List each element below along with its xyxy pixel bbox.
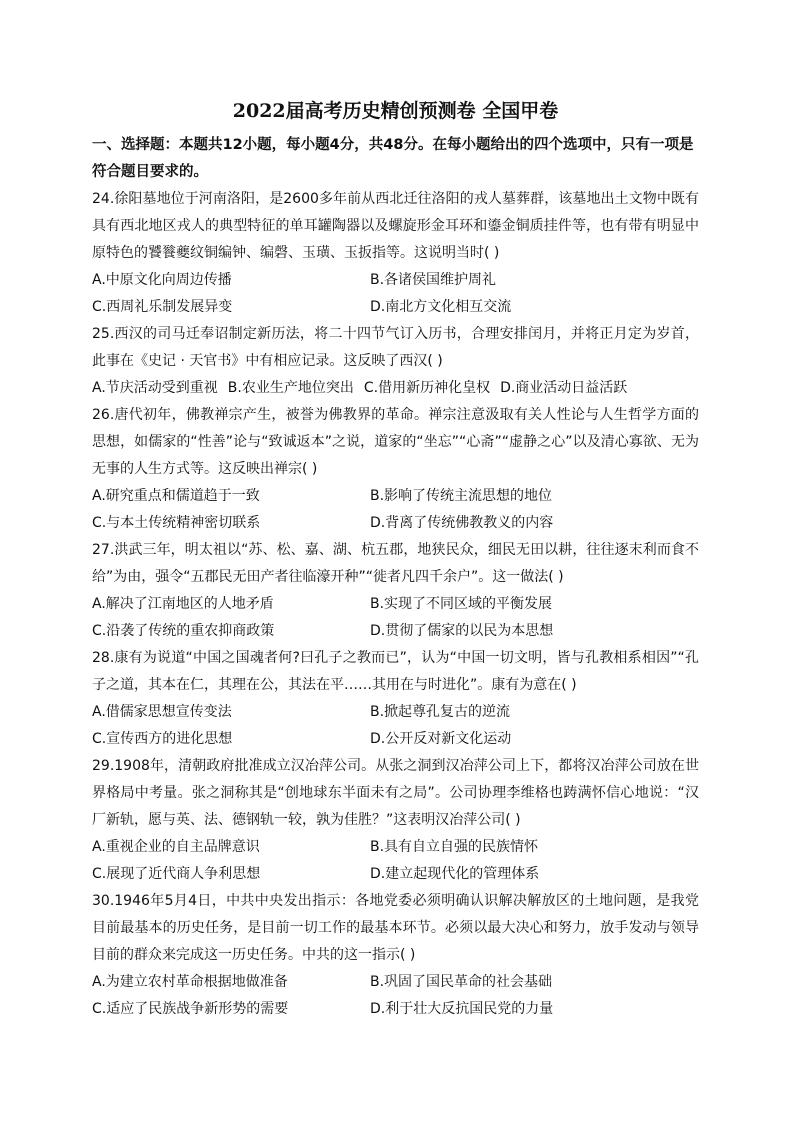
question-stem: 27.洪武三年，明太祖以“苏、松、嘉、湖、杭五郡，地狭民众，细民无田以耕，往往逐末利而食不给”为由，强令“五郡民无田产者往临濠开种”“徙者凡四千余户”。这一做法( ): [92, 542, 699, 585]
option-a: A.借儒家思想宣传变法: [92, 704, 232, 720]
option-d: D.建立起现代化的管理体系: [370, 866, 540, 882]
option-d: D.贯彻了儒家的以民为本思想: [370, 623, 554, 639]
option-c: C.西周礼乐制发展异变: [92, 299, 233, 315]
option-a: A.解决了江南地区的人地矛盾: [92, 596, 274, 612]
option-b: B.掀起尊孔复古的逆流: [370, 704, 511, 720]
question-stem: 30.1946年5月4日，中共中央发出指示：各地党委必须明确认识解决解放区的土地问题，是我党目前最基本的历史任务，是目前一切工作的最基本环节。必须以最大决心和努力，放手发动与领导目前的群众来完成这一历史任务。中共的这一指示( ): [92, 893, 699, 963]
question-29: [92, 753, 699, 888]
question-stem: 25.西汉的司马迁奉诏制定新历法，将二十四节气订入历书，合理安排闰月，并将正月定为岁首，此事在《史记 · 天官书》中有相应记录。这反映了西汉( ): [92, 326, 699, 369]
option-c: C.适应了民族战争新形势的需要: [92, 1001, 289, 1017]
option-c: C.宣传西方的进化思想: [92, 731, 233, 747]
option-list: [92, 375, 699, 402]
option-b: B.巩固了国民革命的社会基础: [370, 974, 553, 990]
question-26: [92, 402, 699, 537]
option-list: [92, 834, 699, 888]
option-a: A.为建立农村革命根据地做准备: [92, 974, 288, 990]
option-d: D.背离了传统佛教教义的内容: [370, 515, 554, 531]
option-list: [92, 699, 699, 753]
option-c: C.展现了近代商人争利思想: [92, 866, 261, 882]
option-list: [92, 267, 699, 321]
option-b: B.各诸侯国维护周礼: [370, 272, 497, 288]
option-list: [92, 483, 699, 537]
option-d: D.公开反对新文化运动: [370, 731, 512, 747]
option-a: A.研究重点和儒道趋于一致: [92, 488, 260, 504]
option-c: C.沿袭了传统的重农抑商政策: [92, 623, 275, 639]
question-28: [92, 645, 699, 753]
option-a: A.中原文化向周边传播: [92, 272, 232, 288]
option-list: [92, 969, 699, 1023]
question-stem: 28.康有为说道“中国之国魂者何?曰孔子之教而已”，认为“中国一切文明，皆与孔教相系相因”“孔子之道，其本在仁，其理在公，其法在平……其用在与时进化”。康有为意在( ): [92, 650, 699, 693]
option-d: D.利于壮大反抗国民党的力量: [370, 1001, 554, 1017]
option-b: B.实现了不同区域的平衡发展: [370, 596, 553, 612]
option-a: A.重视企业的自主品牌意识: [92, 839, 260, 855]
question-stem: 26.唐代初年，佛教禅宗产生，被誉为佛教界的革命。禅宗注意汲取有关人性论与人生哲学方面的思想，如儒家的“性善”论与“致诚返本”之说，道家的“坐忘”“心斋”“虚静之心”以及清心寡欲、无为无事的人生方式等。这反映出禅宗( ): [92, 407, 699, 477]
option-b: B.农业生产地位突出: [227, 380, 354, 396]
question-30: [92, 888, 699, 1023]
question-25: [92, 321, 699, 402]
page-title: 2022届高考历史精创预测卷 全国甲卷: [232, 100, 559, 122]
question-27: [92, 537, 699, 645]
question-24: [92, 186, 699, 321]
option-b: B.影响了传统主流思想的地位: [370, 488, 553, 504]
option-d: D.南北方文化相互交流: [370, 299, 512, 315]
option-c: C.借用新历神化皇权: [363, 380, 491, 396]
question-stem: 24.徐阳墓地位于河南洛阳，是2600多年前从西北迁往洛阳的戎人墓葬群，该墓地出土文物中既有具有西北地区戎人的典型特征的单耳罐陶器以及螺旋形金耳环和鎏金铜质挂件等，也有带有明显中原特色的饕餮夔纹铜编钟、编磬、玉璜、玉扳指等。这说明当时( ): [92, 191, 699, 261]
question-stem: 29.1908年，清朝政府批准成立汉冶萍公司。从张之洞到汉冶萍公司上下，都将汉冶萍公司放在世界格局中考量。张之洞称其是“创地球东半面未有之局”。公司协理李维格也踌满怀信心地说：“汉厂新轨，愿与英、法、德钢轨一较，孰为佳胜？”这表明汉冶萍公司( ): [92, 758, 699, 828]
option-c: C.与本土传统精神密切联系: [92, 515, 261, 531]
section-heading: 一、选择题：本题共12小题，每小题4分，共48分。在每小题给出的四个选项中，只有一项是符合题目要求的。: [92, 137, 694, 180]
option-b: B.具有自立自强的民族情怀: [370, 839, 539, 855]
option-d: D.商业活动日益活跃: [500, 380, 628, 396]
option-list: [92, 591, 699, 645]
option-a: A.节庆活动受到重视: [92, 380, 218, 396]
